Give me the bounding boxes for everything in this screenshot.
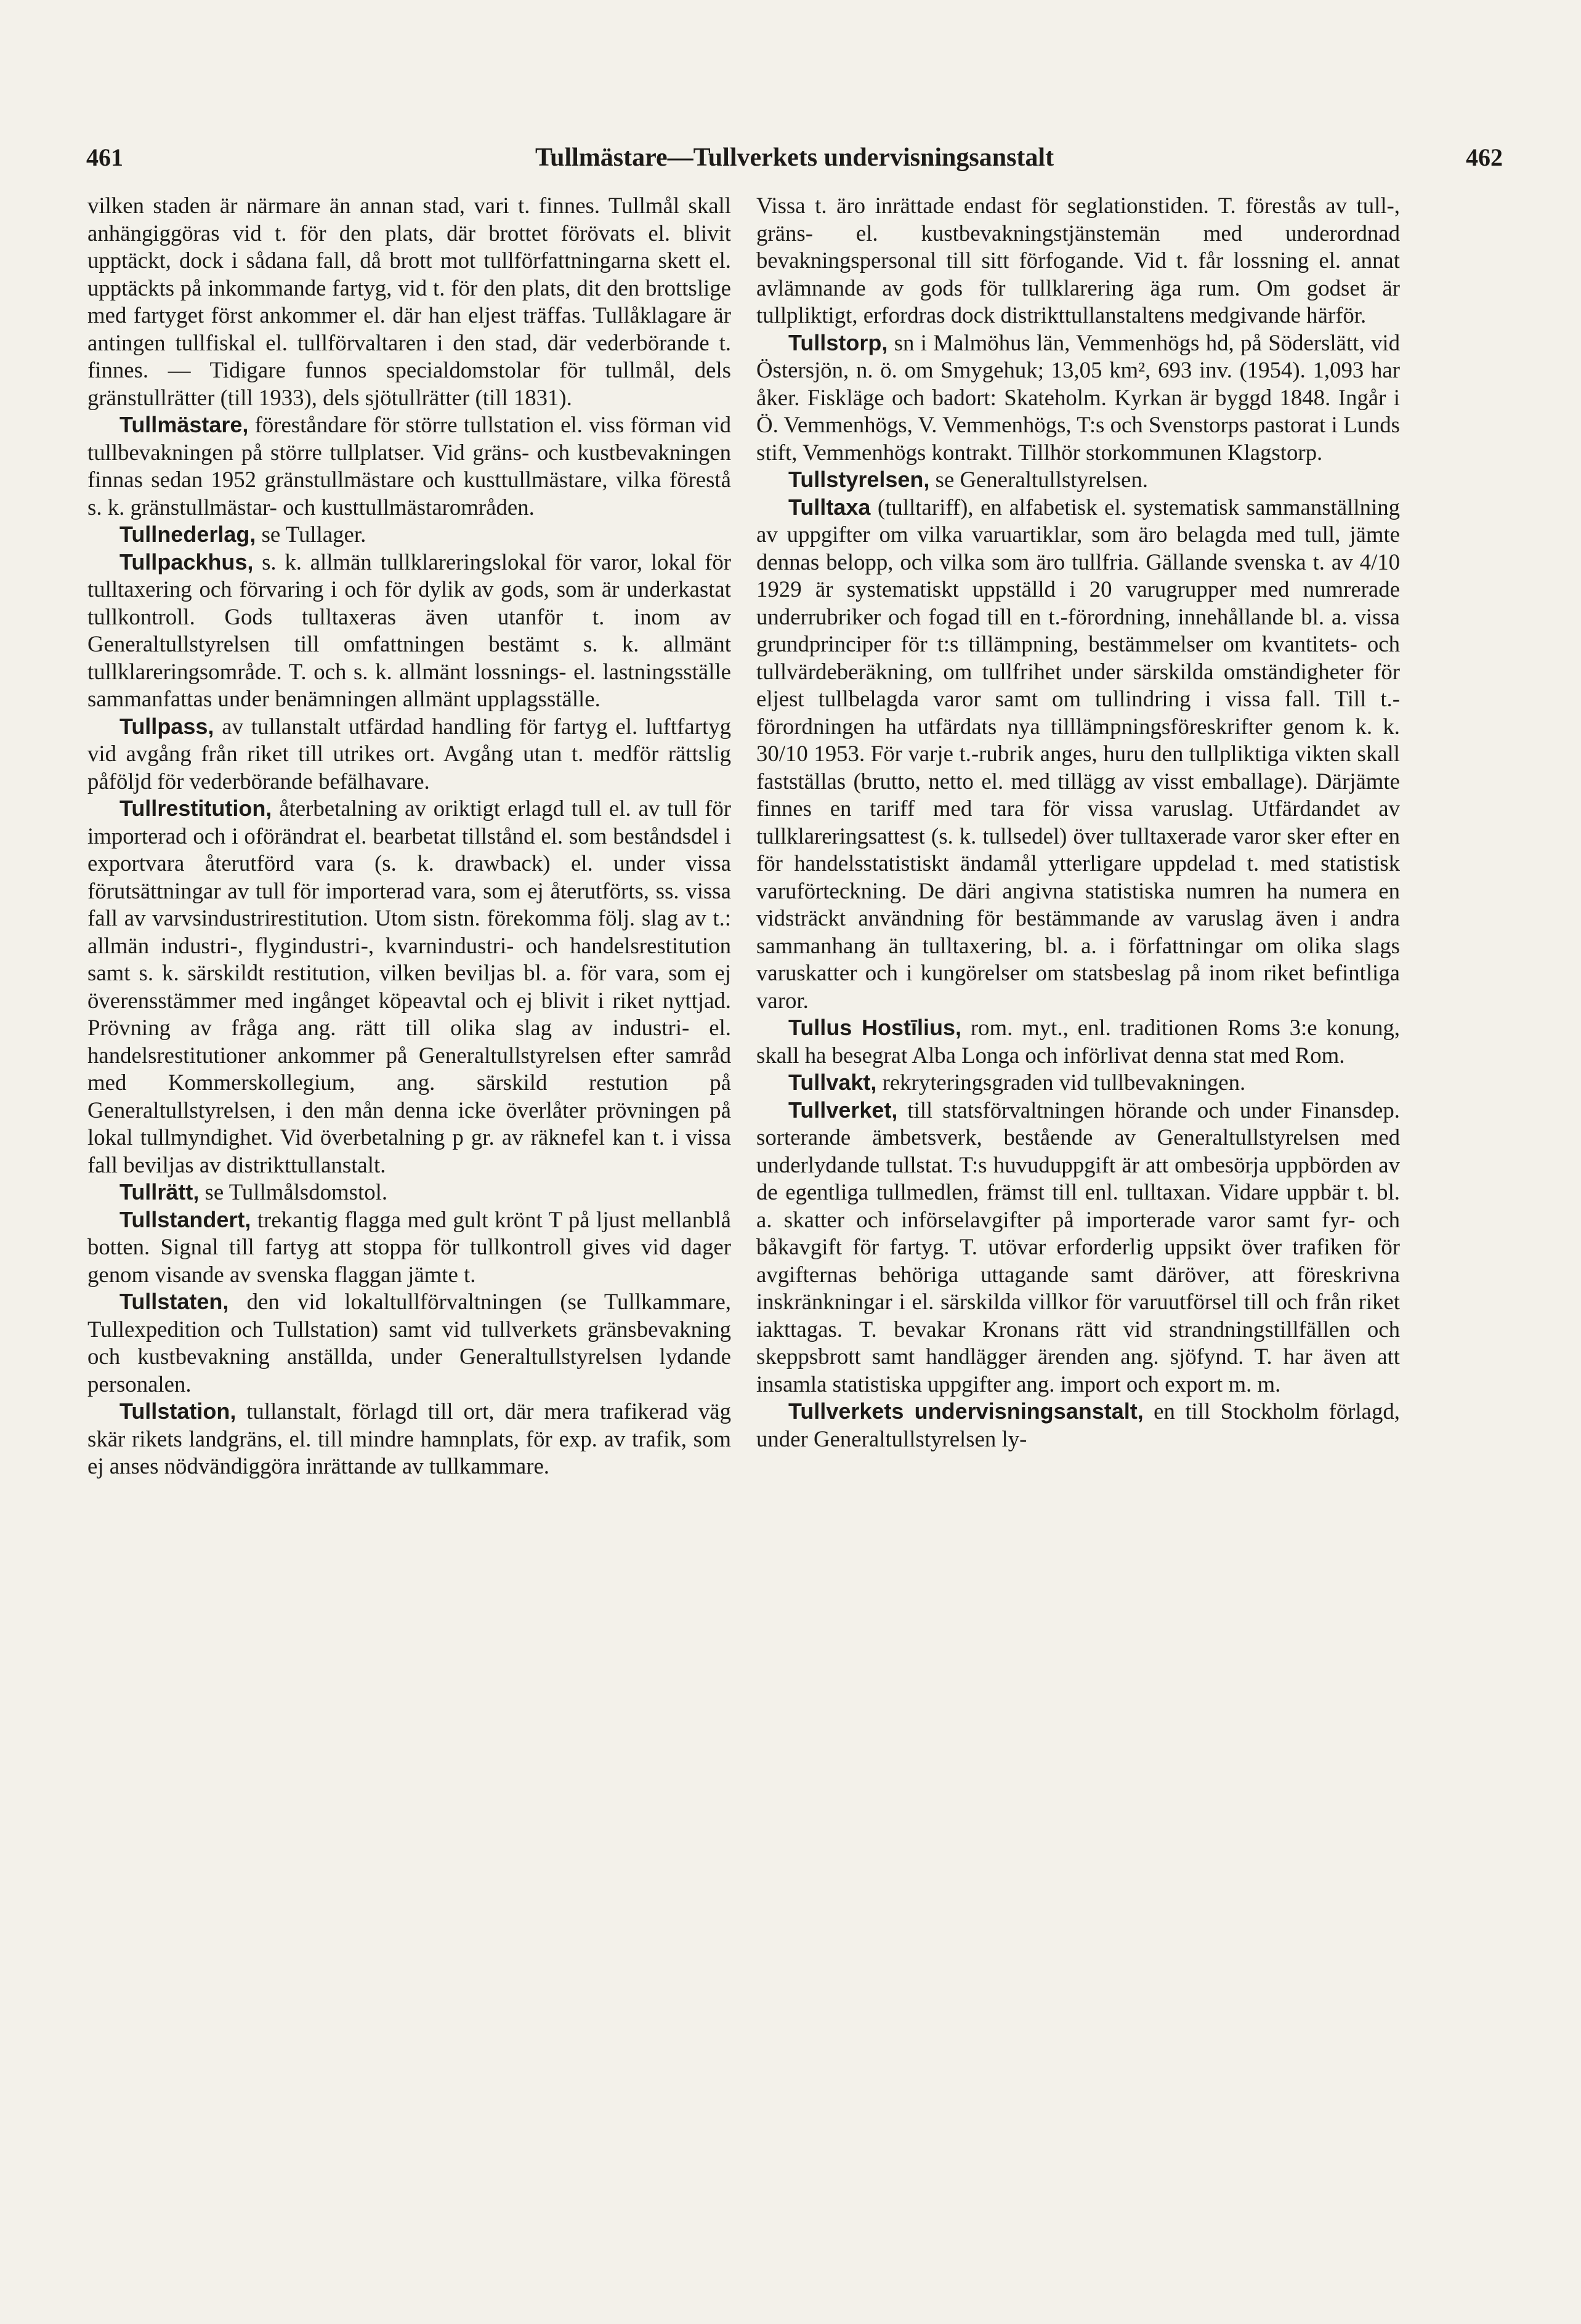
entry-tullrestitution: [87, 795, 731, 1179]
entry-text: av tullanstalt utfärdad handling för fartyg el. luftfartyg vid avgång från riket till utrikes ort. Avgång utan t. medför rättslig påföljd för vederbörande befälhavare.: [87, 713, 731, 794]
entry-text: se Generaltullstyrelsen.: [929, 467, 1148, 492]
headword: Tullstandert,: [119, 1206, 251, 1232]
entry-tullpass: [87, 713, 731, 796]
entry-tullstorp: [756, 329, 1400, 467]
headword: Tullpackhus,: [119, 549, 254, 575]
entry-tullstaten: [87, 1288, 731, 1398]
headword: Tullverkets undervisningsanstalt,: [788, 1398, 1144, 1424]
entry-text: tullanstalt, förlagd till ort, där mera trafikerad väg skär rikets landgräns, el. till mindre hamnplats, för exp. av trafik, som ej anses nödvändiggöra inrättande av tullkammare.: [87, 1398, 731, 1479]
headword: Tulltaxa: [788, 494, 871, 520]
headword: Tullstorp,: [788, 329, 888, 355]
entry-text: en till Stockholm förlagd, under Generaltullstyrelsen ly-: [756, 1398, 1400, 1451]
page-number-left: 461: [86, 143, 123, 171]
entry-text: trekantig flagga med gult krönt T på ljust mellanblå botten. Signal till fartyg att stoppa för tullkontroll gives vid dager genom visande av svenska flaggan jämte t.: [87, 1206, 731, 1287]
headword: Tullus Hostīlius,: [788, 1015, 961, 1040]
entry-text: rekryteringsgraden vid tullbevakningen.: [876, 1070, 1246, 1095]
entry-text: se Tullmålsdomstol.: [199, 1179, 388, 1204]
headword: Tullrätt,: [119, 1179, 200, 1204]
entry-tullverkets-undervisningsanstalt: [756, 1398, 1400, 1453]
entry-tullstation: [87, 1398, 731, 1480]
entry-text: rom. myt., enl. traditionen Roms 3:e konung, skall ha besegrat Alba Longa och införlivat denna stat med Rom.: [756, 1015, 1401, 1068]
headword: Tullstaten,: [119, 1289, 229, 1314]
entry-continuation: [756, 192, 1400, 329]
entry-tullpackhus: [87, 549, 731, 713]
headword: Tullrestitution,: [119, 796, 272, 821]
running-title: Tullmästare—Tullverkets undervisningsanstalt: [535, 143, 1054, 172]
entry-text: sn i Malmöhus län, Vemmenhögs hd, på Söderslätt, vid Östersjön, n. ö. om Smygehuk; 13,05 km², 693 inv. (1954). 1,093 har åker. Fiskläge och badort: Skateholm. Kyrkan är byggd 1848. Ingår i Ö. Vemmenhögs, V. Vemmenhögs, T:s och Svenstorps pastorat i Lunds stift, Vemmenhögs kontrakt. Tillhör storkommunen Klagstorp.: [756, 329, 1400, 465]
entry-tullvakt: [756, 1069, 1400, 1097]
headword: Tullvakt,: [788, 1070, 877, 1095]
headword: Tullverket,: [788, 1097, 898, 1123]
entry-tullratt: [87, 1179, 731, 1206]
right-column: [756, 192, 1400, 1453]
entry-continuation: [87, 192, 731, 411]
entry-tullus-hostilius: [756, 1014, 1400, 1069]
page-header: [86, 143, 1503, 180]
entry-text: (tulltariff), en alfabetisk el. systematisk sammanställning av uppgifter om vilka varuartiklar, som äro belagda med tull, jämte dennas belopp, och vilka som äro tullfria. Gällande svenska t. av 4/10 1929 är systematiskt uppställd i 20 varugrupper med numrerade underrubriker och fogad till en t.-förordning, innehållande bl. a. vissa grundprinciper för t:s tillämpning, bestämmelser om kvantitets- och tullvärdeberäkning, om tullfrihet under särskilda omständigheter för eljest tullbelagda varor samt om tullindring i vissa fall. Till t.-förordningen ha utfärdats nya tilllämpningsföreskrifter genom k. k. 30/10 1953. För varje t.-rubrik anges, huru den tullpliktiga vikten skall fastställas (brutto, netto el. med tillägg av visst emballage). Därjämte finnes en tariff med tara för vissa varuslag. Utfärdandet av tullklareringsattest (s. k. tullsedel) över tulltaxerade varor sker efter en för handelsstatistiskt ändamål ytterligare uppdelad t. med statistisk varuförteckning. De däri angivna statistiska numren ha numera en vidsträckt användning för bestämmande av varuslag även i andra sammanhang än tulltaxering, bl. a. i författningar om olika slags varuskatter och i kungörelser om statsbeslag på inom riket befintliga varor.: [756, 494, 1400, 1013]
entry-text: s. k. allmän tullklareringslokal för varor, lokal för tulltaxering och förvaring i och för dylik av gods, som är underkastat tullkontroll. Gods tulltaxeras även utanför t. inom av Generaltullstyrelsen till omfattningen bestämt s. k. allmänt tullklareringsområde. T. och s. k. allmänt lossnings- el. lastningsställe sammanfattas under benämningen allmänt upplagsställe.: [87, 549, 731, 711]
entry-tullmastare: [87, 411, 731, 521]
entry-tullstandert: [87, 1206, 731, 1289]
entry-text: se Tullager.: [256, 522, 366, 547]
headword: Tullstyrelsen,: [788, 467, 930, 492]
entry-text: återbetalning av oriktigt erlagd tull el. av tull för importerad och i oförändrat el. bearbetat tillstånd el. som beståndsdel i exportvara återutförd vara (s. k. drawback) el. under vissa förutsättningar av tull för importerad vara, som ej återutförts, ss. vissa fall av varvsindustrirestitution. Utom sistn. förekomma följ. slag av t.: allmän industri-, flygindustri-, kvarnindustri- och handelsrestitution samt s. k. särskildt restitution, vilken beviljas bl. a. för vara, som ej överensstämmer med ingånget köpeavtal och ej blivit i riket nyttjad. Prövning av fråga ang. rätt till olika slag av industri- el. handelsrestitutioner ankommer på Generaltullstyrelsen efter samråd med Kommerskollegium, ang. särskild restution på Generaltullstyrelsen, i den mån denna icke överlåter prövningen på lokal tullmyndighet. Vid överbetalning p gr. av räknefel kan t. i vissa fall beviljas av distrikttullanstalt.: [87, 796, 731, 1177]
entry-text: till statsförvaltningen hörande och under Finansdep. sorterande ämbetsverk, bestående av Generaltullstyrelsen med underlydande tullstat. T:s huvuduppgift är att ombesörja uppbörden av de egentliga tullmedlen, främst till enl. tulltaxan. Vidare uppbär t. bl. a. skatter och införselavgifter på importerade varor samt fyr- och båkavgift för fartyg. T. utövar erforderlig uppsikt över trafiken för avgifternas behöriga uttagande samt däröver, att föreskrivna inskränkningar i el. särskilda villkor för varuutförsel till och från riket iakttagas. T. bevakar Kronans rätt vid strandningstillfällen och skeppsbrott samt handlägger ärenden ang. sjöfynd. T. har även att insamla statistiska uppgifter ang. import och export m. m.: [756, 1097, 1400, 1397]
entry-text: Vissa t. äro inrättade endast för seglationstiden. T. förestås av tull-, gräns- el. kustbevakningstjänstemän med underordnad bevakningspersonal till sitt förfogande. Vid t. får lossning el. annat avlämnande av gods för tullklarering äga rum. Om godset är tullpliktigt, erfordras dock distrikttullanstaltens medgivande härför.: [756, 193, 1400, 328]
page-number-right: 462: [1466, 143, 1503, 171]
entry-tulltaxa: [756, 494, 1400, 1015]
entry-text: den vid lokaltullförvaltningen (se Tullkammare, Tullexpedition och Tullstation) samt vid tullverkets gränsbevakning och kustbevakning anställda, under Generaltullstyrelsen lydande personalen.: [87, 1289, 731, 1397]
entry-tullverket: [756, 1097, 1400, 1398]
headword: Tullpass,: [119, 713, 214, 739]
headword: Tullstation,: [119, 1398, 237, 1424]
left-column: [87, 192, 731, 1480]
entry-tullstyrelsen: [756, 466, 1400, 494]
entry-text: vilken staden är närmare än annan stad, vari t. finnes. Tullmål skall anhängiggöras vid t. för den plats, där brottet förövats el. blivit upptäckt, dock i sådana fall, då brott mot tullförfattningarna skett el. upptäckts på inkommande fartyg, vid t. för den plats, dit den brottslige med fartyget först ankommer el. där han eljest träffas. Tullåklagare är antingen tullfiskal el. tullförvaltaren i den stad, där vederbörande t. finnes. — Tidigare funnos specialdomstolar för tullmål, dels gränstullrätter (till 1933), dels sjötullrätter (till 1831).: [87, 193, 731, 410]
headword: Tullnederlag,: [119, 522, 256, 547]
entry-text: föreståndare för större tullstation el. viss förman vid tullbevakningen på större tullplatser. Vid gräns- och kustbevakningen finnas sedan 1952 gränstullmästare och kusttullmästare, vilka förestå s. k. gränstullmästar- och kusttullmästarområden.: [87, 412, 731, 520]
headword: Tullmästare,: [119, 412, 249, 437]
entry-tullnederlag: [87, 521, 731, 549]
